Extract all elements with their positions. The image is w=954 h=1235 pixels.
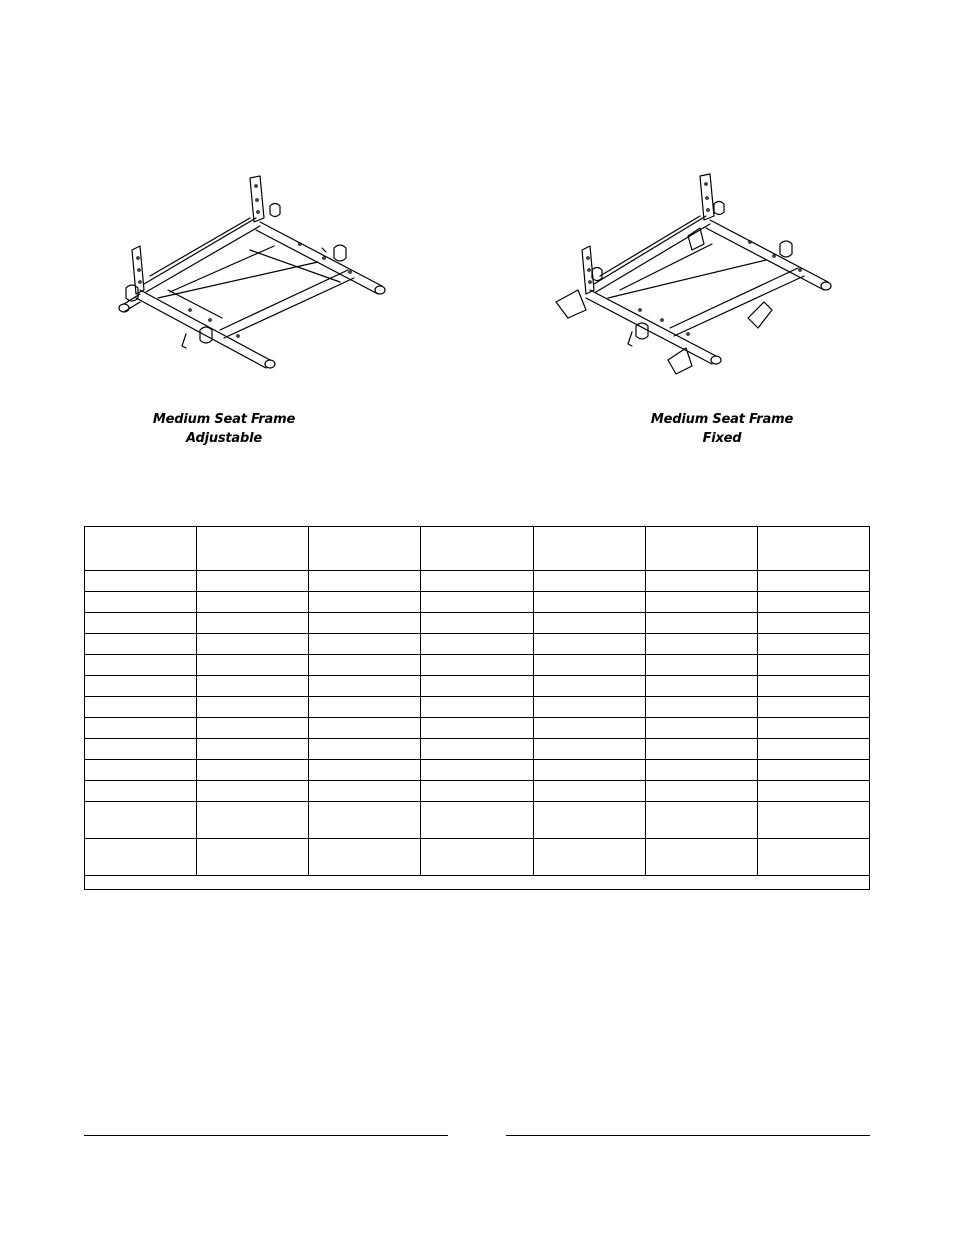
table-footnote-row [85,876,870,890]
table-cell [757,613,869,634]
table-cell [197,839,309,876]
table-cell [197,718,309,739]
table-cell [757,634,869,655]
table-cell [197,697,309,718]
table-header-row [85,527,870,571]
table-cell [197,655,309,676]
table-cell [421,655,533,676]
table-row [85,718,870,739]
table-row [85,571,870,592]
table-header-cell [645,527,757,571]
table-cell [645,634,757,655]
table-cell [757,760,869,781]
table-cell [309,655,421,676]
table-cell [85,676,197,697]
table-cell [645,718,757,739]
table-header-cell [757,527,869,571]
table-cell [645,655,757,676]
table-cell [85,739,197,760]
table-cell [197,571,309,592]
table-cell [85,781,197,802]
table-row [85,802,870,839]
footer-rule-left [84,1135,448,1136]
seat-frame-fixed-figure [552,170,842,380]
seat-frame-adjustable-illustration [110,170,400,380]
table-row [85,781,870,802]
table-cell [85,802,197,839]
table-cell [85,839,197,876]
table-cell [309,676,421,697]
table-cell [533,839,645,876]
table-cell [421,802,533,839]
seat-frame-fixed-illustration [552,170,842,380]
table-cell [197,802,309,839]
table-cell [533,697,645,718]
table-header-cell [309,527,421,571]
table-cell [757,781,869,802]
table-row [85,592,870,613]
table-cell [85,697,197,718]
table-cell [309,718,421,739]
table-cell [757,655,869,676]
table-cell [533,655,645,676]
table-cell [645,781,757,802]
table-cell [533,760,645,781]
table-cell [197,592,309,613]
table-cell [85,655,197,676]
table-cell [645,839,757,876]
table-cell [533,613,645,634]
table-footnote [85,876,870,890]
table-cell [197,676,309,697]
table-cell [533,739,645,760]
table-cell [645,802,757,839]
table-cell [309,739,421,760]
table-cell [421,739,533,760]
table-cell [421,571,533,592]
table-cell [533,781,645,802]
footer-rule-right [506,1135,870,1136]
table-cell [757,592,869,613]
table-cell [309,613,421,634]
table-cell [85,718,197,739]
table-cell [309,802,421,839]
caption-line-1: Medium Seat Frame [650,412,794,427]
table-cell [309,571,421,592]
table-cell [421,718,533,739]
caption-line-2: Adjustable [186,431,262,446]
table-cell [533,676,645,697]
table-cell [757,739,869,760]
table-cell [197,634,309,655]
table-cell [309,697,421,718]
table-cell [757,718,869,739]
table-cell [85,571,197,592]
table-cell [757,802,869,839]
table-row [85,839,870,876]
table-cell [533,571,645,592]
table-row [85,697,870,718]
table-cell [85,760,197,781]
table-cell [309,634,421,655]
table-row [85,634,870,655]
table-row [85,760,870,781]
table-cell [309,592,421,613]
table-cell [85,613,197,634]
table-cell [645,739,757,760]
table-cell [533,718,645,739]
table-header-cell [421,527,533,571]
figure-caption-adjustable [94,410,354,448]
table-cell [757,839,869,876]
table-cell [421,676,533,697]
table-cell [197,760,309,781]
table-cell [421,839,533,876]
caption-line-2: Fixed [702,431,742,446]
table-cell [85,634,197,655]
table-cell [85,592,197,613]
caption-line-1: Medium Seat Frame [152,412,296,427]
table-cell [757,697,869,718]
table-cell [533,634,645,655]
seat-frame-adjustable-figure [110,170,400,380]
table-cell [421,634,533,655]
table-cell [645,592,757,613]
table-cell [197,781,309,802]
table-cell [197,613,309,634]
table-cell [421,613,533,634]
table-cell [533,802,645,839]
table-row [85,676,870,697]
table-cell [757,571,869,592]
figure-caption-fixed [592,410,852,448]
table-cell [645,760,757,781]
table-cell [421,760,533,781]
table-cell [645,613,757,634]
table-header-cell [533,527,645,571]
table-cell [309,760,421,781]
table-cell [421,697,533,718]
table-cell [309,781,421,802]
table-header-cell [197,527,309,571]
table-cell [645,571,757,592]
table-cell [421,781,533,802]
table-cell [309,839,421,876]
table-cell [197,739,309,760]
table-header-cell [85,527,197,571]
table-row [85,613,870,634]
table-cell [421,592,533,613]
table-cell [645,697,757,718]
table-row [85,655,870,676]
table-cell [533,592,645,613]
specification-table [84,526,870,890]
table-cell [757,676,869,697]
table-row [85,739,870,760]
table-cell [645,676,757,697]
